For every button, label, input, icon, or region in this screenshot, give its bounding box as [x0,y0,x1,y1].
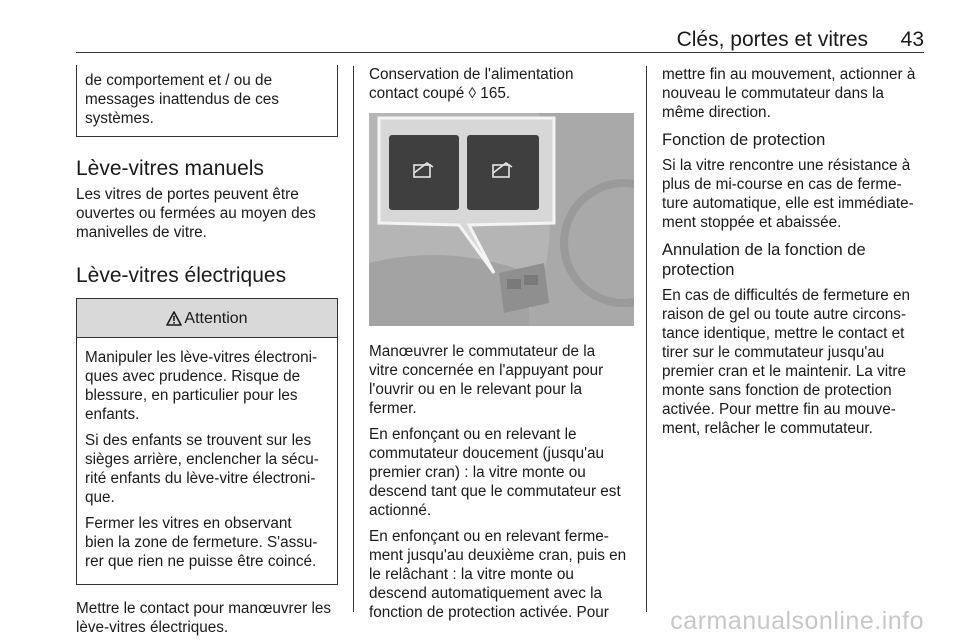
window-switch-photo [369,113,634,326]
column-3 [662,62,926,445]
protection-text: Si la vitre rencontre une résistance à plus de mi-course en cas de ferme- ture automatique, elle est immédiate- ment stoppée et abaissée. [662,157,914,231]
column-2 [369,62,634,629]
manual-windows-heading: Lève-vitres manuels [76,157,264,180]
header-rule [76,52,924,53]
electric-windows-heading: Lève-vitres électriques [76,264,287,287]
warning-header [77,299,337,338]
operate-switch-text: Manœuvrer le commutateur de la vitre concernée en l'appuyant pour l'ouvrir ou en le relevant pour la fermer. [369,343,604,417]
warning-triangle-icon [166,311,182,326]
firm-press-text: En enfonçant ou en relevant ferme- ment jusqu'au deuxième cran, puis en le relâchant : la vitre monte ou descend automatiquement avec la fonction de protection activée. Pour [369,528,627,621]
column-divider [353,66,354,612]
protection-heading: Fonction de protection [662,131,826,149]
warning-body [77,338,337,584]
gentle-press-text: En enfonçant ou en relevant le commutateur doucement (jusqu'au premier cran) : la vitre monte ou descend tant que le commutateur est actionné. [369,426,621,519]
manual-windows-text: Les vitres de portes peuvent être ouvertes ou fermées au moyen des manivelles de vitre. [76,186,316,241]
page-header-title: Clés, portes et vitres [676,28,868,51]
warning-paragraph: Fermer les vitres en observant bien la zone de fermeture. S'assu- rer que rien ne puisse être coincé. [85,515,318,570]
override-protection-text: En cas de difficultés de fermeture en raison de gel ou toute autre circons- tance identique, mettre le contact et tirer sur le commutateur jusqu'au premier cran et le maintenir. La vitre monte sans fonction de protection activée. Pour mettre fin au mouve- ment, relâcher le commutateur. [662,287,911,437]
watermark: carmanualsonline.info [670,607,924,635]
override-protection-heading: Annulation de la fonction de protection [662,241,866,279]
page-number: 43 [900,28,924,51]
continued-warning-text: de comportement et / ou de messages inattendus de ces systèmes. [85,72,279,127]
continued-warning-box [76,65,338,137]
warning-title: Attention [184,309,248,327]
retained-power-text: Conservation de l'alimentation contact coupé ◊ 165. [369,66,574,102]
column-1 [76,62,338,644]
ignition-text: Mettre le contact pour manœuvrer les lève-vitres électriques. [76,600,332,636]
warning-box [76,298,338,585]
warning-paragraph: Manipuler les lève-vitres électroni- ques avec prudence. Risque de blessure, en particulier pour les enfants. [85,349,318,423]
column-divider [646,66,647,612]
warning-paragraph: Si des enfants se trouvent sur les sièges arrière, enclencher la sécu- rité enfants du lève-vitre électroni- que. [85,432,319,506]
stop-movement-text: mettre fin au mouvement, actionner à nouveau le commutateur dans la même direction. [662,66,916,121]
